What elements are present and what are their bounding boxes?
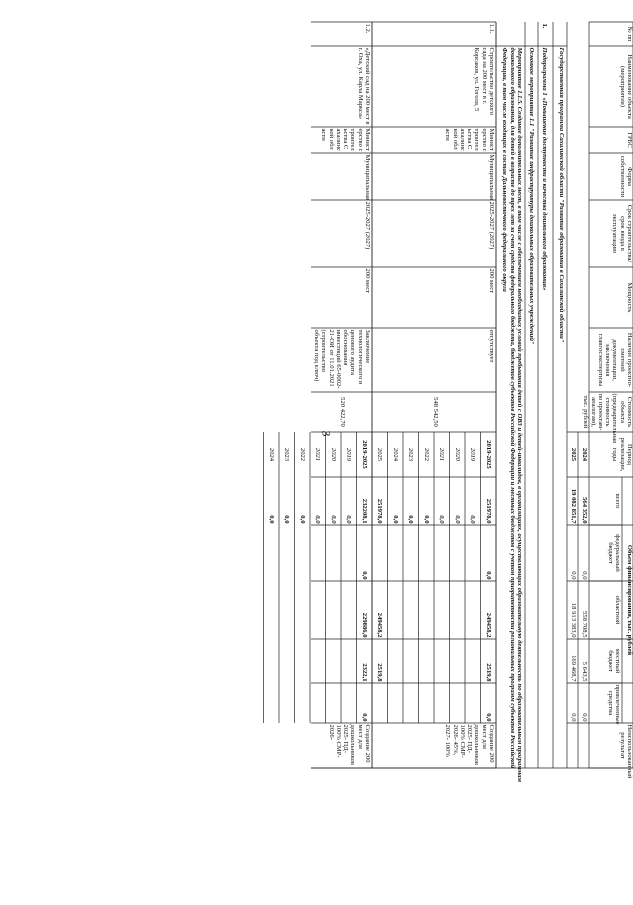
row-regional [452, 581, 461, 639]
object-result: Создание 200 мест для дошкольников 2025- ПД- 100% СМР- 2026- 45%, 2027- 100% [444, 724, 495, 765]
row-year: 2019 [469, 447, 477, 462]
row-federal [344, 525, 353, 581]
row-total: 232208,1 [361, 498, 368, 524]
header-regional: областной [614, 595, 621, 625]
row-year: 2019 [345, 447, 353, 462]
object-ownership: Муниципальная [488, 154, 495, 200]
header-period: Период реализации, годы [611, 437, 633, 472]
header-local: местный бюджет [606, 648, 621, 674]
row-local [406, 639, 415, 683]
top-row-local: 169 468,7 [570, 655, 577, 682]
row-local [313, 639, 322, 683]
top-row-extra: 0,0 [570, 713, 577, 722]
top-row-local: 5 643,5 [581, 661, 588, 682]
row-federal: 0,0 [361, 571, 368, 580]
row-federal [313, 525, 322, 581]
object-num: 1.1. [488, 23, 495, 34]
row-extra [282, 683, 291, 723]
row-federal [421, 525, 430, 581]
row-extra [452, 683, 461, 723]
row-total: 0,0 [330, 515, 337, 524]
subprogram-title: Подпрограмма 1 «Повышение доступности и качества дошкольного образования» [541, 47, 548, 291]
row-regional [406, 581, 415, 639]
row-year: 2023 [407, 447, 415, 462]
row-regional [344, 581, 353, 639]
row-local [297, 639, 306, 683]
row-federal [297, 525, 306, 581]
row-regional: 229886,0 [361, 612, 368, 638]
budget-table [268, 22, 633, 890]
row-total: 0,0 [438, 515, 446, 524]
row-extra [390, 683, 399, 723]
row-local [344, 639, 353, 683]
row-extra [421, 683, 430, 723]
row-year: 2019-2025 [485, 440, 492, 469]
row-local: 2519,8 [376, 663, 384, 682]
top-row-year: 2025 [570, 447, 577, 462]
subprogram-num: 1. [541, 23, 548, 29]
row-regional [282, 581, 291, 639]
row-year: 2021 [314, 447, 322, 462]
row-federal [437, 525, 446, 581]
object-capacity: 200 мест [488, 268, 495, 294]
row-total: 0,0 [407, 515, 415, 524]
row-total: 0,0 [314, 515, 322, 524]
object-grbs: Министерство строительства Сахалинской области [444, 128, 495, 152]
row-local [452, 639, 461, 683]
top-row-year: 2024 [581, 447, 588, 462]
header-num: № пп [626, 26, 633, 42]
row-year: 2019-2025 [361, 440, 368, 469]
top-row-total: 564 352,0 [581, 497, 588, 524]
row-federal [406, 525, 415, 581]
page-number: 3 [319, 430, 334, 437]
row-local [282, 639, 291, 683]
object-term: 2025-2027 (2027) [488, 201, 495, 250]
row-year: 2022 [423, 447, 430, 462]
row-local [328, 639, 337, 683]
object-term: 2025-2027 (2027) [364, 201, 371, 250]
row-total: 0,0 [423, 515, 430, 524]
row-extra: 0,0 [485, 713, 492, 722]
row-year: 2025 [376, 447, 384, 462]
row-regional [437, 581, 446, 639]
row-federal: 0,0 [485, 571, 492, 580]
row-extra [313, 683, 322, 723]
row-year: 2020 [454, 447, 461, 462]
row-extra [406, 683, 415, 723]
top-row-regional: 558 708,5 [581, 611, 588, 638]
row-local [266, 639, 275, 683]
row-extra [468, 683, 477, 723]
program-title: Государственная программа Сахалинской области "Развитие образования в Сахалинской области" [558, 47, 565, 343]
row-local [421, 639, 430, 683]
row-federal [452, 525, 461, 581]
top-row-total: 19 082 851,7 [570, 488, 577, 524]
row-federal [328, 525, 337, 581]
row-regional: 249458,2 [485, 612, 492, 638]
row-extra [266, 683, 275, 723]
header-federal: федеральный бюджет [606, 534, 621, 572]
row-regional [468, 581, 477, 639]
header-ownership: Форма собственности [618, 155, 633, 198]
row-regional [390, 581, 399, 639]
row-regional [421, 581, 430, 639]
row-extra [437, 683, 446, 723]
row-total: 0,0 [268, 515, 275, 524]
object-docs: Заключение технологического и ценового аудита обоснования инвестиций 65-0002-21-ОИ от 11.01.2021 (строительство объекта под ключ) [312, 329, 371, 389]
row-total: 0,0 [299, 515, 306, 524]
row-year: 2024 [268, 447, 275, 462]
row-year: 2020 [330, 447, 337, 462]
row-regional [313, 581, 322, 639]
row-total: 0,0 [469, 515, 477, 524]
object-docs: отсутствует [488, 329, 495, 363]
row-extra [375, 683, 384, 723]
object-cost: 548 542,50 [432, 397, 439, 427]
top-row-federal: 0,0 [581, 571, 588, 580]
object-result: Создание 200 мест для дошкольников 2025- ПД- 100% СМР- 2026- [327, 724, 371, 765]
header-name: Наименование объекта (мероприятия) [618, 54, 633, 119]
object-grbs: Министерство строительства Сахалинской области [320, 128, 371, 152]
row-local [468, 639, 477, 683]
top-row-extra: 0,0 [581, 713, 588, 722]
row-extra: 0,0 [361, 713, 368, 722]
header-grbs: ГРБС [626, 132, 633, 148]
row-regional [297, 581, 306, 639]
row-total: 251978,0 [376, 498, 384, 524]
top-row-regional: 18 913 383,0 [570, 602, 577, 638]
object-name: «Детский сад на 200 мест в г. Оха, ул. Карла Маркса» [356, 47, 371, 125]
header-total: всего [614, 493, 621, 509]
row-federal [375, 525, 384, 581]
row-regional [328, 581, 337, 639]
header-cost: Стоимость объекта (предварительная стоимость по проектам-аналогам), тыс. рублей [582, 393, 633, 444]
row-extra [328, 683, 337, 723]
header-term: Срок строительства/ срок ввода в эксплуатацию [611, 204, 633, 263]
row-federal [266, 525, 275, 581]
object-name: Строительство детского сада на 200 мест в г. Корсаков, ул. Гоголя, 5 [473, 47, 495, 115]
header-extra: привлеченные средства [606, 684, 621, 725]
row-local [437, 639, 446, 683]
row-extra [297, 683, 306, 723]
object-capacity: 200 мест [364, 268, 371, 294]
row-total: 0,0 [345, 515, 353, 524]
row-total: 0,0 [283, 515, 291, 524]
object-ownership: Муниципальная [364, 154, 371, 200]
row-year: 2022 [299, 447, 306, 462]
row-total: 251978,0 [485, 498, 492, 524]
row-regional [266, 581, 275, 639]
row-year: 2023 [283, 447, 291, 462]
row-local: 2519,8 [485, 663, 492, 682]
header-funding: Объем финансирования, тыс. рублей [626, 544, 633, 656]
row-total: 0,0 [392, 515, 399, 524]
row-local [390, 639, 399, 683]
row-regional: 249458,2 [376, 612, 384, 638]
row-year: 2021 [438, 447, 446, 462]
event-title: Мероприятие 1.1.5. Создание дополнительных мест, в том числе с обеспечением необходимых условий пребывания детей с ОВЗ и детей-инвалидов, в организациях, осуществляющих образовательную деятельность по образовательным программам дошкольного образования, для детей в возрасте до трех лет за счет средств федерального бюджета, бюджетов субъектов Российской Федерации и местных бюджетов с учетом приоритетности региональных программ субъектов Российской Федерации, в том числе входящих в состав Дальневосточного федерального округа [501, 47, 523, 783]
row-federal [390, 525, 399, 581]
row-federal [468, 525, 477, 581]
row-local: 2322,1 [361, 663, 368, 682]
object-num: 1.2. [364, 23, 371, 34]
row-extra [344, 683, 353, 723]
row-federal [282, 525, 291, 581]
object-cost: 520 422,70 [339, 397, 347, 427]
header-capacity: Мощность [626, 282, 633, 313]
header-unused: Неиспользованный результат [618, 724, 633, 779]
row-year: 2024 [392, 447, 399, 462]
main-event-title: Основное мероприятие 1.1 "Развитие инфраструктуры дошкольных образовательных учреждений" [528, 47, 535, 345]
top-row-federal: 0,0 [570, 571, 577, 580]
row-total: 0,0 [454, 515, 461, 524]
header-docs: Наличие проектно-сметной документации, заключения главгосэкспертизы [596, 332, 633, 388]
